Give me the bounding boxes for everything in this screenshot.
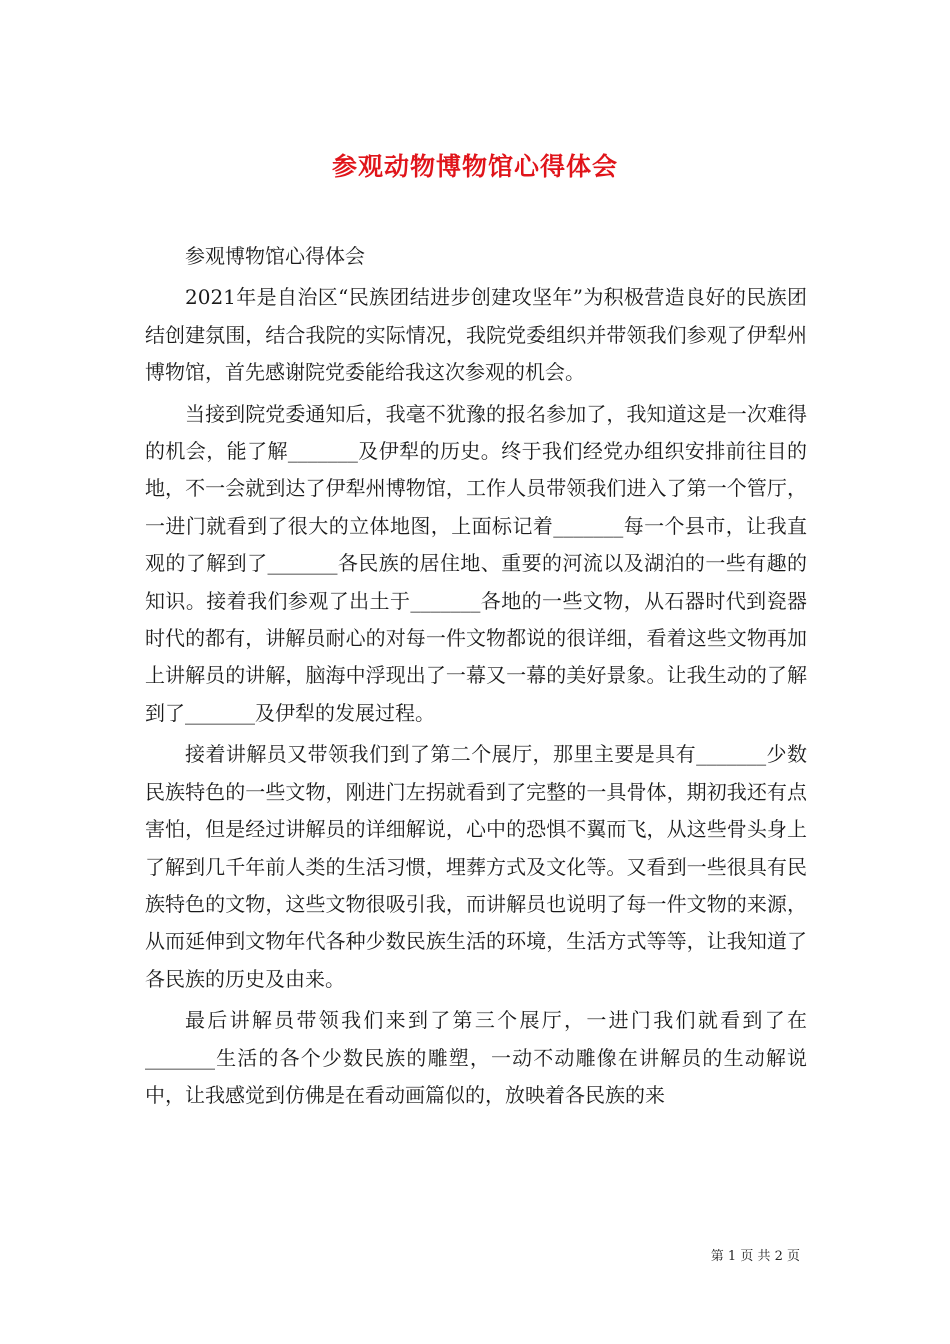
paragraph-1: 2021年是自治区“民族团结进步创建攻坚年”为积极营造良好的民族团结创建氛围，结合我院的实际情况，我院党委组织并带领我们参观了伊犁州博物馆，首先感谢院党委能给我这次参观的机会。 xyxy=(145,285,807,385)
page-number: 第 1 页 共 2 页 xyxy=(710,1249,800,1264)
paragraph-4: 最后讲解员带领我们来到了第三个展厅，一进门我们就看到了在_______生活的各个少数民族的雕塑，一动不动雕像在讲解员的生动解说中，让我感觉到仿佛是在看动画篇似的，放映着各民族的来 xyxy=(145,1008,807,1107)
document-title: 参观动物博物馆心得体会 xyxy=(331,151,618,181)
document-subtitle: 参观博物馆心得体会 xyxy=(185,244,365,268)
paragraph-2: 当接到院党委通知后，我毫不犹豫的报名参加了，我知道这是一次难得的机会，能了解_______及伊犁的历史。终于我们经党办组织安排前往目的地，不一会就到达了伊犁州博物馆，工作人员带领我们进入了第一个管厅，一进门就看到了很大的立体地图，上面标记着_______每一个县市，让我直观的了解到了_______各民族的居住地、重要的河流以及湖泊的一些有趣的知识。接着我们参观了出土于_______各地的一些文物，从石器时代到瓷器时代的都有，讲解员耐心的对每一件文物都说的很详细，看着这些文物再加上讲解员的讲解，脑海中浮现出了一幕又一幕的美好景象。让我生动的了解到了_______及伊犁的发展过程。 xyxy=(145,401,807,725)
paragraph-3: 接着讲解员又带领我们到了第二个展厅，那里主要是具有_______少数民族特色的一些文物，刚进门左拐就看到了完整的一具骨体，期初我还有点害怕，但是经过讲解员的详细解说，心中的恐惧不翼而飞，从这些骨头身上了解到几千年前人类的生活习惯，埋葬方式及文化等。又看到一些很具有民族特色的文物，这些文物很吸引我，而讲解员也说明了每一件文物的来源，从而延伸到文物年代各种少数民族生活的环境，生活方式等等，让我知道了各民族的历史及由来。 xyxy=(145,742,807,991)
document-body xyxy=(145,238,807,1114)
